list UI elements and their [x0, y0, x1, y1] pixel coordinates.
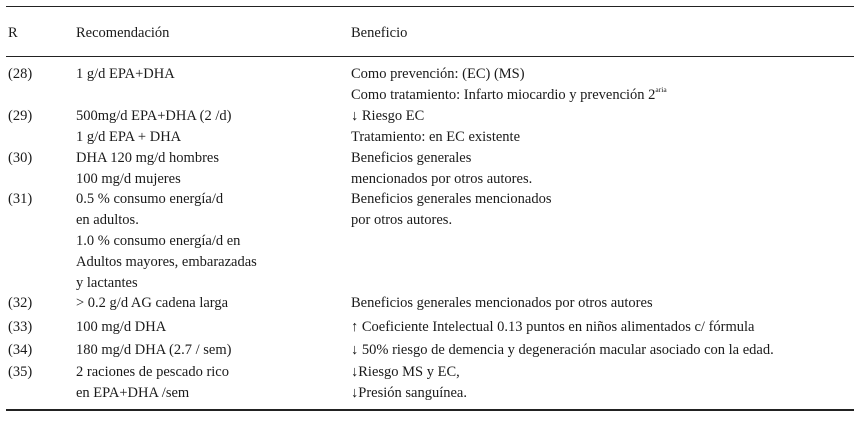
rec-line: 180 mg/d DHA (2.7 / sem): [76, 342, 232, 358]
ben-line: por otros autores.: [351, 212, 453, 228]
rec-line: en EPA+DHA /sem: [76, 385, 190, 401]
rec-line: 1.0 % consumo energía/d en: [76, 233, 241, 249]
ben-line: Beneficios generales mencionados: [351, 191, 552, 207]
row-ref-28: (28): [8, 66, 33, 82]
ben-line: Beneficios generales mencionados por otros autores: [351, 295, 653, 311]
rec-line: 100 mg/d DHA: [76, 319, 167, 335]
rec-line: Adultos mayores, embarazadas: [76, 254, 257, 270]
row-ref-32: (32): [8, 295, 33, 311]
header-recommendation: Recomendación: [76, 25, 170, 41]
ben-line: ↓Riesgo MS y EC,: [351, 364, 460, 380]
table-top-rule: [6, 6, 854, 7]
row-ben-32: [351, 293, 653, 314]
ben-line: Beneficios generales: [351, 150, 472, 166]
row-rec-31: [76, 189, 257, 294]
row-rec-29: [76, 106, 231, 148]
header-rule: [6, 56, 854, 57]
rec-line: > 0.2 g/d AG cadena larga: [76, 295, 229, 311]
row-ref-31: (31): [8, 191, 33, 207]
ben-text: Como tratamiento: Infarto miocardio y prevención 2: [351, 87, 656, 103]
row-ref-30: (30): [8, 150, 33, 166]
row-ben-31: [351, 189, 552, 231]
row-rec-34: [76, 340, 231, 361]
ordinal-superscript: aria: [655, 85, 667, 94]
rec-line: DHA 120 mg/d hombres: [76, 150, 219, 166]
row-rec-32: [76, 293, 228, 314]
row-ben-29: [351, 106, 520, 148]
row-ben-34: [351, 340, 774, 361]
rec-line: 500mg/d EPA+DHA (2 /d): [76, 108, 232, 124]
row-ref-29: (29): [8, 108, 33, 124]
row-ben-28: [351, 64, 667, 106]
ben-line: ↓ 50% riesgo de demencia y degeneración macular asociado con la edad.: [351, 342, 774, 358]
table-bottom-rule: [6, 409, 854, 411]
rec-line: 0.5 % consumo energía/d: [76, 191, 224, 207]
rec-line: y lactantes: [76, 275, 138, 291]
row-ref-33: (33): [8, 319, 33, 335]
row-ref-34: (34): [8, 342, 33, 358]
header-r: R: [8, 25, 18, 41]
ben-line: Como prevención: (EC) (MS): [351, 66, 525, 82]
ben-line: [351, 85, 667, 106]
row-ben-30: [351, 148, 532, 190]
ben-line: Tratamiento: en EC existente: [351, 129, 521, 145]
header-benefit: Beneficio: [351, 25, 408, 41]
row-ben-35: [351, 362, 467, 404]
rec-line: 1 g/d EPA + DHA: [76, 129, 182, 145]
rec-line: 1 g/d EPA+DHA: [76, 66, 175, 82]
row-rec-35: [76, 362, 229, 404]
ben-line: mencionados por otros autores.: [351, 171, 533, 187]
row-rec-28: [76, 64, 175, 85]
rec-line: 2 raciones de pescado rico: [76, 364, 229, 380]
ben-line: ↓ Riesgo EC: [351, 108, 425, 124]
row-rec-30: [76, 148, 219, 190]
row-ben-33: [351, 317, 754, 338]
ben-line: ↓Presión sanguínea.: [351, 385, 467, 401]
rec-line: en adultos.: [76, 212, 139, 228]
rec-line: 100 mg/d mujeres: [76, 171, 181, 187]
ben-line: ↑ Coeficiente Intelectual 0.13 puntos en niños alimentados c/ fórmula: [351, 319, 755, 335]
row-rec-33: [76, 317, 166, 338]
row-ref-35: (35): [8, 364, 33, 380]
